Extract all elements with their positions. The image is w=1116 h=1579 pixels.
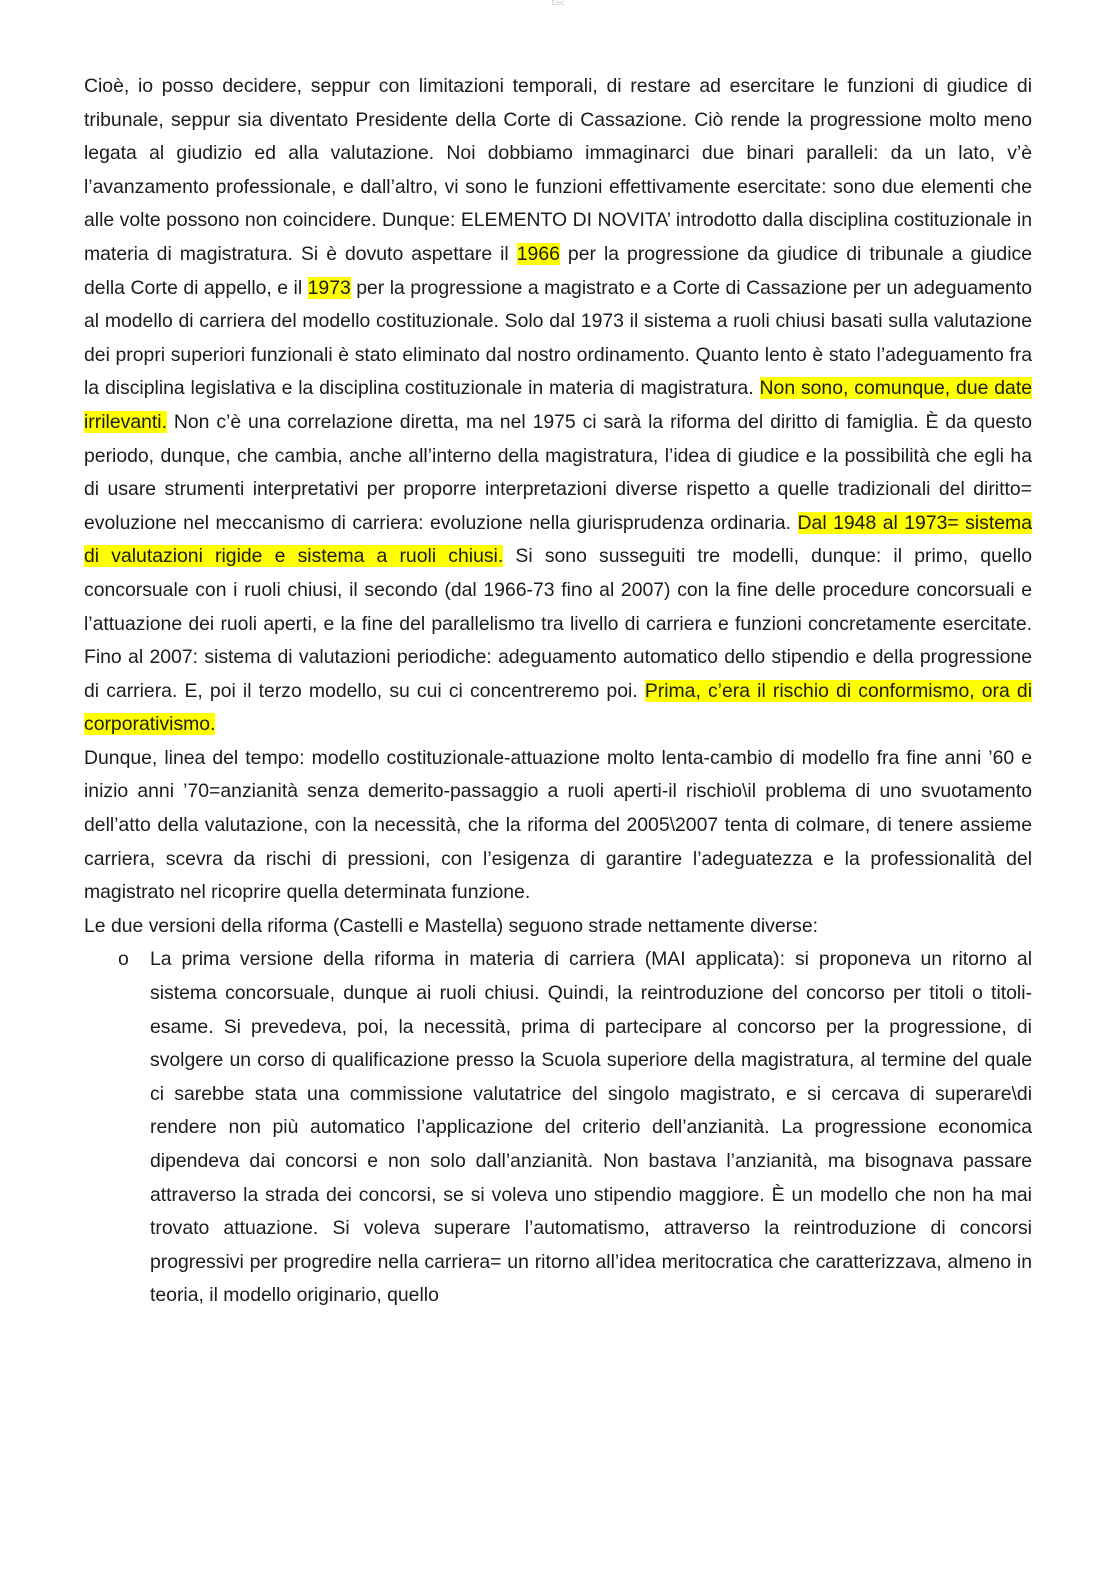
text-segment: per la progressione a magistrato e a Corte di Cassazione per un adeguamento al modello di carriera del modello costituzionale. Solo dal 1973 il sistema a ruoli chiusi basati sulla valutazione dei propri superiori funzionali è stato eliminato dal nostro ordinamento. Quanto lento è stato l’adeguamento fra la disciplina legislativa e la disciplina costituzionale in materia di magistratura. bbox=[84, 276, 1032, 400]
paragraph-timeline bbox=[84, 742, 1032, 910]
text-segment: Si sono susseguiti tre modelli, dunque: il primo, quello concorsuale con i ruoli chiusi, il secondo (dal 1966-73 fino al 2007) con la fine delle procedure concorsuali e l’attuazione dei ruoli aperti, e la fine del parallelismo tra livello di carriera e funzioni concretamente esercitate. Fino al 2007: sistema di valutazioni periodiche: adeguamento automatico dello stipendio e della progressione di carriera. E, poi il terzo modello, su cui ci concentreremo poi. bbox=[84, 545, 1032, 702]
highlighted-text: Dal 1948 al 1973= sistema di valutazioni rigide e sistema a ruoli chiusi. bbox=[84, 511, 1032, 568]
paragraph-reform-versions bbox=[84, 910, 1032, 944]
text-segment: per la progressione da giudice di tribunale a giudice della Corte di appello, e il bbox=[84, 242, 1032, 299]
paragraph-career-models bbox=[84, 70, 1032, 742]
document-body bbox=[84, 70, 1032, 1313]
bullet-item-first-version bbox=[84, 943, 1032, 1313]
text-segment: Non c’è una correlazione diretta, ma nel 1975 ci sarà la riforma del diritto di famiglia. È da questo periodo, dunque, che cambia, anche all’interno della magistratura, l’idea di giudice e la possibilità che egli ha di usare strumenti interpretativi per proporre interpretazioni diverse rispetto a quelle tradizionali del diritto= evoluzione nel meccanismo di carriera: evoluzione nella giurisprudenza ordinaria. bbox=[84, 410, 1032, 534]
reform-bullet-list bbox=[84, 943, 1032, 1313]
highlighted-text: Prima, c’era il rischio di conformismo, ora di corporativismo. bbox=[84, 679, 1033, 736]
text-segment: Cioè, io posso decidere, seppur con limitazioni temporali, di restare ad esercitare le funzioni di giudice di tribunale, seppur sia diventato Presidente della Corte di Cassazione. Ciò rende la progressione molto meno legata al giudizio ed alla valutazione. Noi dobbiamo immaginarci due binari paralleli: da un lato, v’è l’avanzamento professionale, e dall’altro, vi sono le funzioni effettivamente esercitate: sono due elementi che alle volte possono non coincidere. Dunque: ELEMENTO DI NOVITA’ introdotto dalla disciplina costituzionale in materia di magistratura. Si è dovuto aspettare il bbox=[84, 75, 1032, 265]
bullet-text: La prima versione della riforma in materia di carriera (MAI applicata): si proponeva un ritorno al sistema concorsuale, dunque ai ruoli chiusi. Quindi, la reintroduzione del concorso per titoli o titoli-esame. Si prevedeva, poi, la necessità, prima di partecipare al concorso per la progressione, di svolgere un corso di qualificazione presso la Scuola superiore della magistratura, al termine del quale ci sarebbe stata una commissione valutatrice del singolo magistrato, e si cercava di superare\di rendere non più automatico l’applicazione del criterio dell’anzianità. La progressione economica dipendeva dai concorsi e non solo dall’anzianità. Non bastava l’anzianità, ma bisognava passare attraverso la strada dei concorsi, se si voleva uno stipendio maggiore. È un modello che non ha mai trovato attuazione. Si voleva superare l’automatismo, attraverso la reintroduzione di concorsi progressivi per progredire nella carriera= un ritorno all’idea meritocratica che caratterizzava, almeno in teoria, il modello originario, quello bbox=[150, 948, 1032, 1307]
text-segment: Le due versioni della riforma (Castelli e Mastella) seguono strade nettamente diverse: bbox=[84, 914, 818, 937]
page-header-mark: Ξ⊃⊂ bbox=[551, 0, 565, 7]
text-segment: Dunque, linea del tempo: modello costituzionale-attuazione molto lenta-cambio di modello fra fine anni ’60 e inizio anni ’70=anzianità senza demerito-passaggio a ruoli aperti-il rischio\il problema di uno svuotamento dell’atto della valutazione, con la necessità, che la riforma del 2005\2007 tenta di colmare, di tenere assieme carriera, scevra da rischi di pressioni, con l’esigenza di garantire l’adeguatezza e la professionalità del magistrato nel ricoprire quella determinata funzione. bbox=[84, 746, 1032, 904]
highlighted-text: 1973 bbox=[307, 276, 351, 299]
highlighted-text: Non sono, comunque, due date irrilevanti. bbox=[84, 377, 1032, 433]
highlighted-text: 1966 bbox=[516, 242, 560, 265]
bullet-marker: o bbox=[118, 948, 129, 971]
